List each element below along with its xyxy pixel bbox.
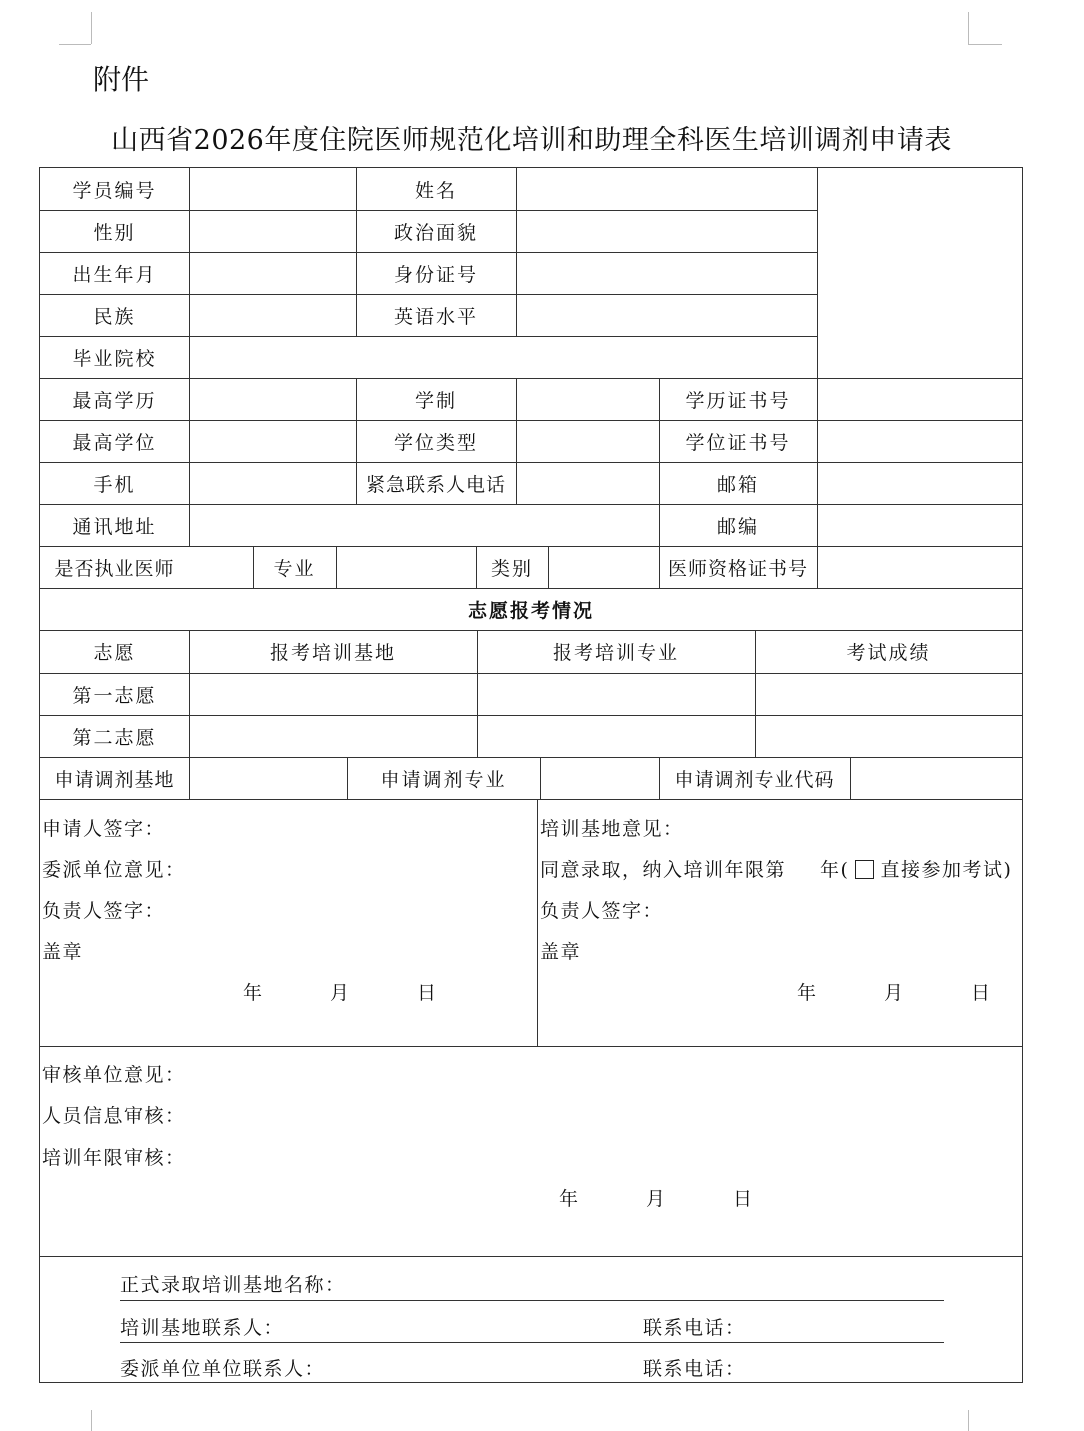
student-id-field[interactable] — [190, 168, 356, 210]
label-ethnicity: 民族 — [93, 305, 136, 328]
birth-date-field[interactable] — [190, 252, 356, 294]
email-field[interactable] — [818, 462, 1022, 504]
section-title-preference: 志愿报考情况 — [467, 599, 594, 622]
corner-mark — [968, 1410, 969, 1431]
id-number-field[interactable] — [517, 252, 817, 294]
leader-sign-label: 负责人签字： — [42, 900, 166, 922]
label-is-licensed: 是否执业医师 — [54, 557, 175, 580]
corner-mark — [968, 12, 969, 44]
corner-mark — [59, 44, 91, 45]
mobile-field[interactable] — [190, 462, 356, 504]
qualification-cert-no-field[interactable] — [818, 546, 1022, 588]
postcode-field[interactable] — [818, 504, 1022, 546]
agree-prefix: 同意录取，纳入培训年限第 — [540, 859, 787, 881]
label-highest-education: 最高学历 — [72, 389, 157, 412]
review-training-years-label: 培训年限审核： — [42, 1147, 186, 1169]
seal-label: 盖章 — [42, 941, 84, 963]
label-name: 姓名 — [414, 179, 457, 202]
unit-opinion-label: 委派单位意见： — [42, 859, 186, 881]
direct-exam-checkbox[interactable] — [855, 860, 874, 879]
base-contact-label: 培训基地联系人： — [120, 1317, 285, 1339]
review-unit-opinion-label: 审核单位意见： — [42, 1064, 186, 1086]
address-field[interactable] — [190, 504, 659, 546]
base-seal-label: 盖章 — [540, 941, 582, 963]
agree-statement — [540, 858, 1012, 882]
unit-contact-label: 委派单位单位联系人： — [120, 1358, 326, 1380]
label-education-cert-no: 学历证书号 — [685, 389, 791, 412]
degree-cert-no-field[interactable] — [818, 420, 1022, 462]
date-month: 月 — [330, 982, 351, 1004]
english-level-field[interactable] — [517, 294, 817, 336]
attachment-label: 附件 — [93, 63, 150, 96]
label-highest-degree: 最高学位 — [72, 431, 157, 454]
second-preference-score-field[interactable] — [756, 715, 1022, 757]
base-date-month: 月 — [884, 982, 905, 1004]
label-specialty: 专业 — [273, 557, 316, 580]
specialty-field[interactable] — [337, 546, 476, 588]
label-email: 邮箱 — [716, 473, 759, 496]
label-gender: 性别 — [93, 221, 136, 244]
second-preference-specialty-field[interactable] — [478, 715, 755, 757]
degree-type-field[interactable] — [517, 420, 659, 462]
underline — [120, 1342, 944, 1343]
label-student-id: 学员编号 — [72, 179, 157, 202]
label-degree-cert-no: 学位证书号 — [685, 431, 791, 454]
adjust-specialty-field[interactable] — [541, 757, 659, 799]
admission-base-name-label: 正式录取培训基地名称： — [120, 1274, 346, 1296]
graduated-school-field[interactable] — [190, 336, 817, 378]
agree-year: 年( — [820, 859, 850, 881]
contact-phone-label-2: 联系电话： — [643, 1358, 746, 1380]
education-cert-no-field[interactable] — [818, 378, 1022, 420]
corner-mark — [91, 12, 92, 44]
label-category: 类别 — [490, 557, 533, 580]
contact-phone-label-1: 联系电话： — [643, 1317, 746, 1339]
base-leader-sign-label: 负责人签字： — [540, 900, 664, 922]
adjust-base-field[interactable] — [190, 757, 347, 799]
corner-mark — [968, 44, 1002, 45]
label-adjust-specialty: 申请调剂专业 — [380, 768, 507, 791]
label-second-preference: 第二志愿 — [72, 726, 157, 749]
base-date-year: 年 — [797, 982, 818, 1004]
page-title: 山西省2026年度住院医师规范化培训和助理全科医生培训调剂申请表 — [111, 125, 952, 156]
label-first-preference: 第一志愿 — [72, 684, 157, 707]
label-address: 通讯地址 — [72, 515, 157, 538]
date-day: 日 — [417, 982, 438, 1004]
is-licensed-field[interactable] — [190, 546, 253, 588]
col-preference: 志愿 — [93, 641, 136, 664]
label-id-number: 身份证号 — [393, 263, 478, 286]
agree-suffix: 直接参加考试) — [880, 859, 1013, 881]
corner-mark — [91, 1410, 92, 1431]
adjust-code-field[interactable] — [851, 757, 1022, 799]
date-year: 年 — [243, 982, 264, 1004]
applicant-sign-label: 申请人签字： — [42, 818, 166, 840]
base-date-day: 日 — [971, 982, 992, 1004]
first-preference-specialty-field[interactable] — [478, 673, 755, 715]
col-specialty: 报考培训专业 — [552, 641, 679, 664]
category-field[interactable] — [549, 546, 659, 588]
label-english-level: 英语水平 — [393, 305, 478, 328]
review-personnel-label: 人员信息审核： — [42, 1105, 186, 1127]
col-base: 报考培训基地 — [269, 641, 396, 664]
name-field[interactable] — [517, 168, 817, 210]
first-preference-base-field[interactable] — [190, 673, 477, 715]
underline — [120, 1300, 944, 1301]
label-adjust-code: 申请调剂专业代码 — [674, 768, 835, 791]
application-form — [39, 167, 1023, 1383]
label-birth-date: 出生年月 — [72, 263, 157, 286]
review-date-day: 日 — [733, 1188, 754, 1210]
gender-field[interactable] — [190, 210, 356, 252]
label-schooling-length: 学制 — [414, 389, 457, 412]
political-status-field[interactable] — [517, 210, 817, 252]
second-preference-base-field[interactable] — [190, 715, 477, 757]
label-political-status: 政治面貌 — [393, 221, 478, 244]
base-opinion-label: 培训基地意见： — [540, 818, 684, 840]
first-preference-score-field[interactable] — [756, 673, 1022, 715]
review-date-year: 年 — [559, 1188, 580, 1210]
label-postcode: 邮编 — [716, 515, 759, 538]
label-degree-type: 学位类型 — [393, 431, 478, 454]
label-emergency-phone: 紧急联系人电话 — [365, 473, 506, 496]
review-date-month: 月 — [646, 1188, 667, 1210]
label-adjust-base: 申请调剂基地 — [54, 768, 175, 791]
highest-degree-field[interactable] — [190, 420, 356, 462]
col-score: 考试成绩 — [846, 641, 931, 664]
ethnicity-field[interactable] — [190, 294, 356, 336]
photo-area[interactable] — [818, 168, 1022, 378]
schooling-length-field[interactable] — [517, 378, 659, 420]
emergency-phone-field[interactable] — [517, 462, 659, 504]
label-qualification-cert-no: 医师资格证书号 — [667, 557, 808, 580]
label-graduated-school: 毕业院校 — [72, 347, 157, 370]
highest-education-field[interactable] — [190, 378, 356, 420]
label-mobile: 手机 — [93, 473, 136, 496]
